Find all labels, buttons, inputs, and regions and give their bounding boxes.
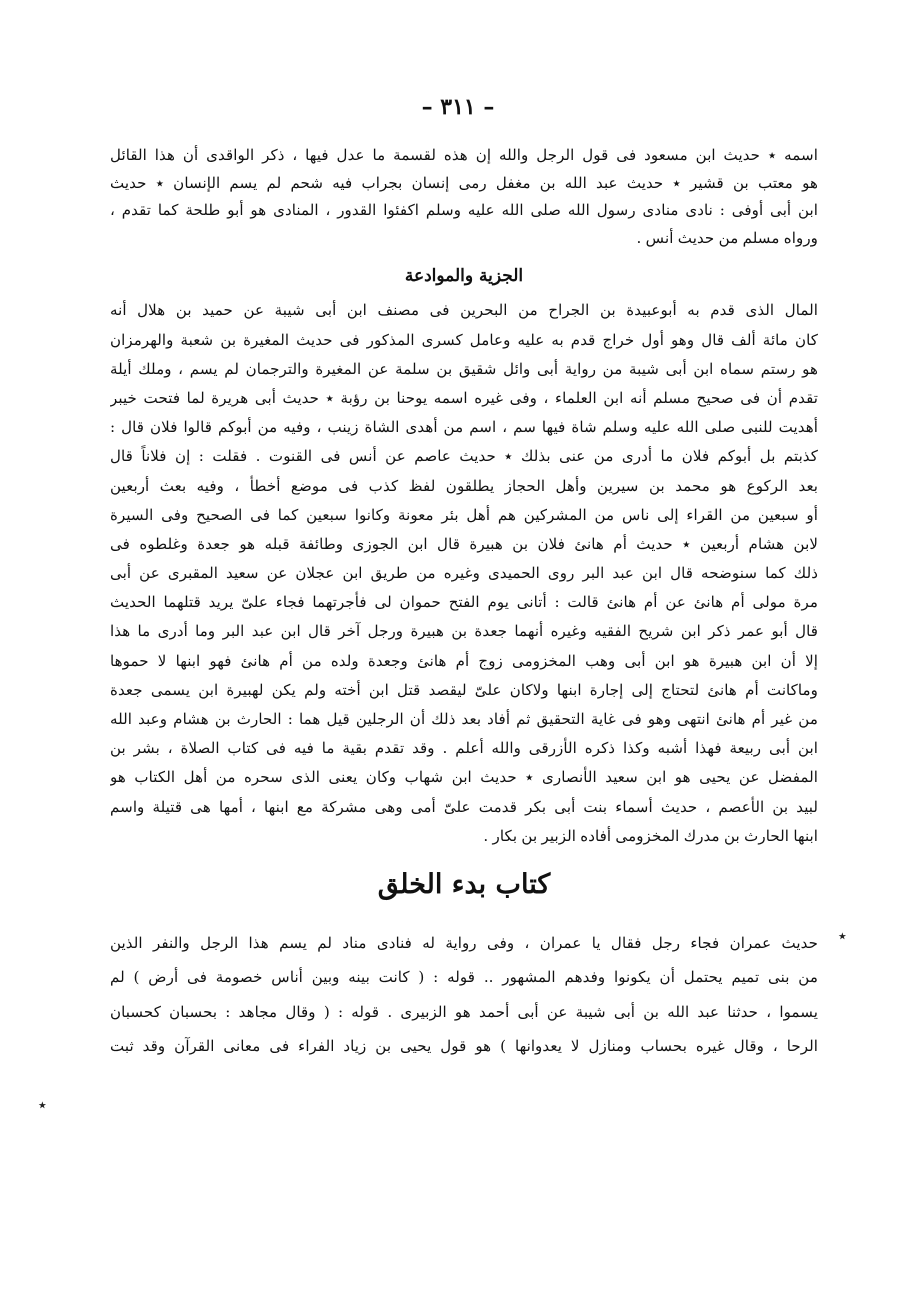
text-line: حديث عمران فجاء رجل فقال يا عمران ، وفى رواية له فنادى مناد لم يسم هذا الرجل والنفر الذين [110, 933, 818, 952]
text-line: المال الذى قدم به أبوعبيدة بن الجراح من البحرين فى مصنف ابن أبى شيبة عن حميد بن هلال أنه [110, 301, 818, 320]
text-line: وماكانت أم هانئ لتحتاج إلى إجارة ابنها ولاكان علىّ ليقصد قتل ابن أخته ولم يكن لهبيرة ابن يسمى جعدة [110, 680, 818, 699]
section-heading-jizya: الجزية والموادعة [404, 266, 524, 287]
text-line: من بنى تميم يحتمل أن يكونوا وفدهم المشهور .. قوله : ( كانت بينه وبين أناس خصومة فى أرض ) لم [110, 968, 818, 987]
text-line: ابن أبى ربيعة فهذا أشبه وكذا ذكره الأزرقى والله أعلم . وقد تقدم بقية ما فيه فى كتاب الصلاة ، بشر بن [110, 739, 818, 758]
text-line: هو رستم سماه ابن أبى شيبة من رواية أبى وائل شقيق بن سلمة عن المغيرة والترجمان لم يسم ، وملك أيلة [110, 359, 818, 378]
text-line: بعد الركوع هو محمد بن سيرين وأهل الحجاز يطلقون لفظ كذب فى موضع أخطأ ، وفيه بعث أربعين [110, 476, 818, 495]
margin-mark: ٭ [838, 926, 847, 945]
text-line: كان مائة ألف قال وهو أول خراج قدم به عليه وعامل كسرى المذكور فى حديث المغيرة بن شعبة والهرمزان [110, 330, 818, 349]
text-line: الرحا ، وقال غيره بحساب ومنازل لا يعدوانها ) هو قول يحيى بن زياد الفراء فى معانى القرآن وقد ثبت [110, 1037, 818, 1056]
text-line: لبيد بن الأعصم ، حديث أسماء بنت أبى بكر قدمت علىّ أمى وهى مشركة مع ابنها ، أمها هى قتيلة واسم [110, 797, 818, 816]
text-line: ذلك كما سنوضحه قال ابن عبد البر روى الحميدى وغيره من طريق ابن عجلان عن سعيد المقبرى عن أبى [110, 564, 818, 583]
text-line: كذبتم بل أبوكم فلان ما أدرى من عنى بذلك ٭ حديث عاصم عن أنس فى القنوت . فقلت : إن فلاناً قال [110, 447, 818, 466]
text-line: أو سبعين من القراء إلى ناس من المشركين هم أهل بئر معونة وكانوا سبعين كما فى الصحيح وفى السيرة [110, 505, 818, 524]
margin-mark: ٭ [38, 1095, 47, 1114]
text-line: لابن هشام أربعين ٭ حديث أم هانئ فلان بن هبيرة قال ابن الجوزى وطائفة قبله هو جعدة وغلطوه فى [110, 534, 818, 553]
text-line: ابنها الحارث بن مدرك المخزومى أفاده الزبير بن بكار . [483, 826, 818, 845]
text-line: اسمه ٭ حديث ابن مسعود فى قول الرجل والله إن هذه لقسمة ما عدل فيها ، ذكر الواقدى أن هذا القائل [110, 146, 818, 164]
text-line: ورواه مسلم من حديث أنس . [636, 228, 818, 247]
text-line: قال أبو عمر ذكر ابن شريح الفقيه وغيره أنهما جعدة بن هبيرة ورجل آخر قال ابن عبد البر وما أدرى ما هذا [110, 622, 818, 641]
text-line: هو معتب بن قشير ٭ حديث عبد الله بن مغفل رمى إنسان بجراب فيه شحم لم يسم الإنسان ٭ حديث [110, 173, 818, 192]
text-line: تقدم أن فى صحيح مسلم أنه ابن العلماء ، وفى غيره اسمه يوحنا بن رؤبة ٭ حديث أبى هريرة لما فتحت خيبر [110, 388, 818, 407]
text-line: أهديت للنبى صلى الله عليه وسلم شاة فيها سم ، اسم من أهدى الشاة زينب ، وفيه من أبوكم قالوا فلان قال : [110, 418, 818, 437]
paragraph-jizya [110, 296, 818, 851]
page-body [110, 142, 818, 1064]
text-line: المفضل عن يحيى هو ابن سعيد الأنصارى ٭ حديث ابن شهاب وكان يعنى الذى سحره من أهل الكتاب هو [110, 768, 818, 787]
text-line: ابن أبى أوفى : نادى منادى رسول الله صلى الله عليه وسلم اكفئوا القدور ، المنادى هو أبو طلحة كما تقدم ، [110, 201, 818, 220]
text-line: يسموا ، حدثنا عبد الله بن أبى شيبة عن أبى أحمد هو الزبيرى . قوله : ( وقال مجاهد : بحسبان كحسبان [110, 1002, 818, 1021]
text-line: مرة مولى أم هانئ عن أم هانئ قالت : أتانى يوم الفتح حموان لى فأجرتهما فجاء علىّ يريد قتلهما الحديث [110, 593, 818, 612]
paragraph-bad-al-khalq [110, 926, 818, 1064]
text-line: إلا أن ابن هبيرة هو ابن أبى وهب المخزومى زوج أم هانئ وجعدة ولده من أم هانئ فهو ابنها لا حموها [110, 651, 818, 670]
paragraph-intro [110, 142, 818, 252]
text-line: من غير أم هانئ انتهى وهو فى غاية التحقيق ثم أفاد بعد ذلك أن الرجلين قيل هما : الحارث بن هشام وعبد الله [110, 710, 818, 728]
page-number: – ٣١١ – [421, 94, 495, 120]
section-heading-bad-al-khalq: كتاب بدء الخلق [377, 868, 551, 900]
